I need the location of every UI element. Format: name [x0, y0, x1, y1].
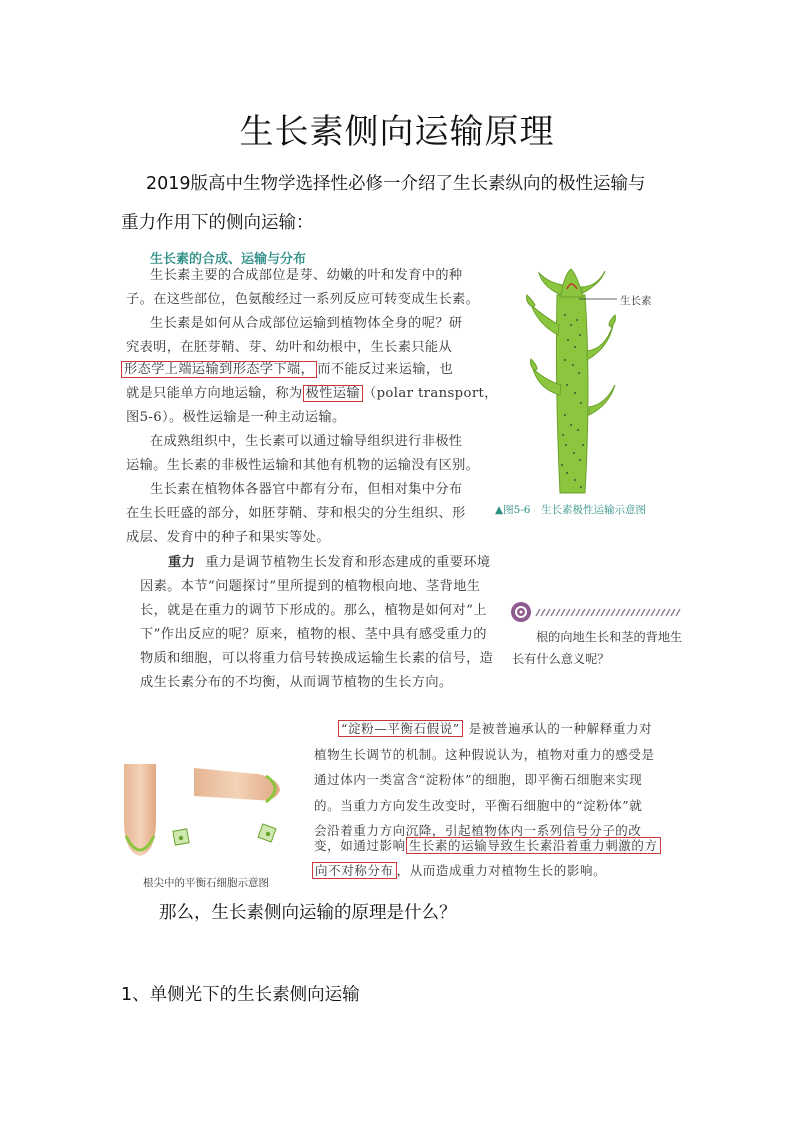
- text-span: （polar transport，: [363, 386, 498, 401]
- intro-line-1: 2019版高中生物学选择性必修一介绍了生长素纵向的极性运输与: [146, 174, 646, 194]
- text-span: 而不能反过来运输，也: [317, 362, 454, 377]
- figure-label-auxin: 生长素: [620, 295, 652, 307]
- text-line: 植物生长调节的机制。这种假说认为，植物对重力的感受是: [314, 747, 655, 762]
- highlight-box-polar-transport: 极性运输: [303, 385, 363, 402]
- text-span: 变，如通过影响: [314, 838, 406, 853]
- section-heading-auxin: 生长素的合成、运输与分布: [150, 252, 307, 267]
- text-line: 物质和细胞，可以将重力信号转换成运输生长素的信号，造: [140, 651, 494, 666]
- question-icon: [510, 601, 690, 623]
- root-tip-illustration: [118, 760, 298, 870]
- text-line: [126, 382, 498, 406]
- text-line: 究表明，在胚芽鞘、芽、幼叶和幼根中，生长素只能从: [126, 340, 453, 355]
- text-line: 生长素在植物体各器官中都有分布，但相对集中分布: [150, 482, 463, 497]
- text-line: [314, 833, 661, 859]
- page-title: 生长素侧向运输原理: [239, 112, 555, 152]
- intro-line-2: 重力作用下的侧向运输：: [121, 213, 314, 233]
- text-line: 运输。生长素的非极性运输和其他有机物的运输没有区别。: [126, 458, 480, 473]
- figure-caption-statolith: 根尖中的平衡石细胞示意图: [143, 877, 269, 889]
- figure-caption-5-6: ▲图5-6 生长素极性运输示意图: [495, 504, 646, 516]
- text-line: 子。在这些部位，色氨酸经过一系列反应可转变成生长素。: [126, 292, 480, 307]
- text-line: 的。当重力方向发生改变时，平衡石细胞中的“淀粉体”就: [314, 798, 643, 813]
- section-1-heading: 1、单侧光下的生长素侧向运输: [121, 985, 360, 1005]
- text-line: 成生长素分布的不均衡，从而调节植物的生长方向。: [140, 675, 453, 690]
- text-line: 在成熟组织中，生长素可以通过输导组织进行非极性: [150, 434, 463, 449]
- highlight-box-asymmetric-2: 向不对称分布: [312, 862, 397, 879]
- text-line: 下”作出反应的呢？原来，植物的根、茎中具有感受重力的: [140, 627, 487, 642]
- text-span: 是被普遍承认的一种解释重力对: [468, 721, 653, 736]
- text-line: 通过体内一类富含“淀粉体”的细胞，即平衡石细胞来实现: [314, 772, 643, 787]
- text-line: 成层、发育中的种子和果实等处。: [126, 530, 330, 545]
- text-line: [168, 551, 491, 575]
- text-line: 长，就是在重力的调节下形成的。那么，植物是如何对“上: [140, 603, 487, 618]
- text-line: [312, 858, 606, 884]
- text-span: 就是只能单方向地运输，称为: [126, 386, 303, 401]
- text-line: 生长素主要的合成部位是芽、幼嫩的叶和发育中的种: [150, 268, 463, 283]
- text-line: 因素。本节“问题探讨”里所提到的植物根向地、茎背地生: [140, 579, 481, 594]
- highlight-box-asymmetric-1: 生长素的运输导致生长素沿着重力刺激的方: [406, 837, 661, 854]
- highlight-box-starch-hypothesis: “淀粉—平衡石假说”: [338, 720, 463, 737]
- question-line-2: 长有什么意义呢？: [512, 652, 610, 666]
- text-span: 重力是调节植物生长发育和形态建成的重要环境: [205, 555, 491, 570]
- text-line: 会沿着重力方向沉降，引起植物体内一系列信号分子的改: [314, 823, 642, 838]
- highlight-box-polar-direction: 形态学上端运输到形态学下端，: [121, 361, 317, 378]
- text-line: 图5-6）。极性运输是一种主动运输。: [126, 410, 346, 425]
- gravity-lead: 重力: [168, 555, 196, 570]
- text-line: [338, 716, 652, 742]
- key-question: 那么，生长素侧向运输的原理是什么？: [159, 903, 457, 923]
- text-line: 在生长旺盛的部分，如胚芽鞘、芽和根尖的分生组织、形: [126, 506, 466, 521]
- text-span: ，从而造成重力对植物生长的影响。: [396, 863, 607, 878]
- question-line-1: 根的向地生长和茎的背地生: [536, 630, 683, 644]
- text-line: [121, 358, 453, 382]
- text-line: 生长素是如何从合成部位运输到植物体全身的呢？研: [150, 316, 463, 331]
